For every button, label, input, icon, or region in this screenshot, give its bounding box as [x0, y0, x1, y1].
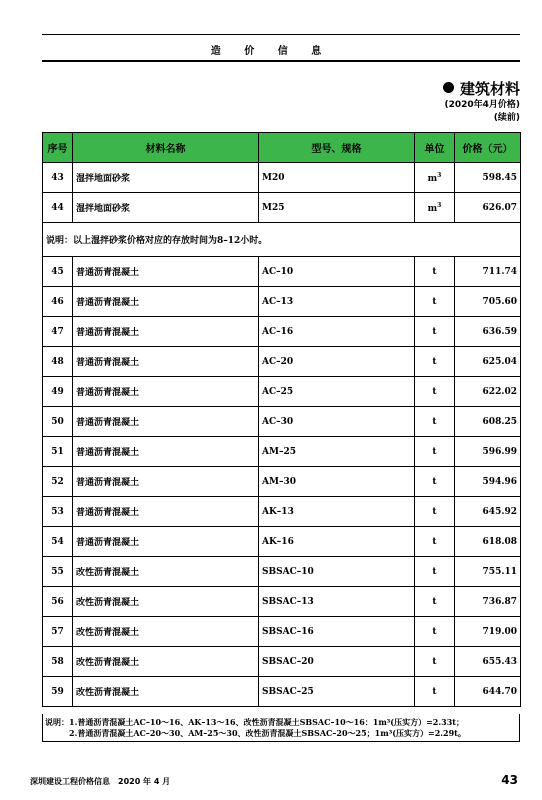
row-no: 46 — [43, 287, 73, 317]
row-name: 改性沥青混凝土 — [73, 587, 259, 617]
row-unit: t — [415, 317, 455, 347]
row-price: 618.08 — [455, 527, 521, 557]
price-period: (2020年4月价格) — [444, 100, 520, 110]
row-spec: AK–13 — [259, 497, 415, 527]
table-footnote — [42, 714, 520, 742]
row-no: 43 — [43, 163, 73, 193]
row-unit: t — [415, 677, 455, 707]
row-unit: t — [415, 377, 455, 407]
row-spec: AK–16 — [259, 527, 415, 557]
row-unit — [415, 193, 455, 223]
row-unit: t — [415, 587, 455, 617]
row-unit: t — [415, 287, 455, 317]
row-price: 755.11 — [455, 557, 521, 587]
row-price: 598.45 — [455, 163, 521, 193]
row-spec: SBSAC–16 — [259, 617, 415, 647]
footnote-line-2: 2.普通沥青混凝土AC–20～30、AM–25～30、改性沥青混凝土SBSAC–20～25；1m³(压实方）=2.29t。 — [69, 728, 466, 738]
row-no: 57 — [43, 617, 73, 647]
col-header-no: 序号 — [43, 133, 73, 163]
row-price: 636.59 — [455, 317, 521, 347]
row-unit: t — [415, 527, 455, 557]
row-price: 719.00 — [455, 617, 521, 647]
row-name: 改性沥青混凝土 — [73, 677, 259, 707]
row-spec: AC–13 — [259, 287, 415, 317]
page-number: 43 — [501, 773, 518, 787]
row-name: 湿拌地面砂浆 — [73, 163, 259, 193]
row-no: 55 — [43, 557, 73, 587]
row-unit: t — [415, 647, 455, 677]
row-name: 普通沥青混凝土 — [73, 407, 259, 437]
row-price: 626.07 — [455, 193, 521, 223]
table-row — [43, 287, 521, 317]
row-price: 622.02 — [455, 377, 521, 407]
row-no: 48 — [43, 347, 73, 377]
asphalt-rows — [43, 257, 521, 707]
row-name: 改性沥青混凝土 — [73, 557, 259, 587]
row-price: 608.25 — [455, 407, 521, 437]
row-spec: AM–25 — [259, 437, 415, 467]
col-header-spec: 型号、规格 — [259, 133, 415, 163]
footer-publication: 深圳建设工程价格信息 2020 年 4 月 — [30, 777, 171, 786]
row-spec: M25 — [259, 193, 415, 223]
continued-label: (续前) — [493, 113, 520, 123]
row-name: 普通沥青混凝土 — [73, 527, 259, 557]
row-price: 711.74 — [455, 257, 521, 287]
table-row — [43, 317, 521, 347]
row-name: 普通沥青混凝土 — [73, 347, 259, 377]
row-unit: t — [415, 347, 455, 377]
table-row — [43, 193, 521, 223]
row-no: 44 — [43, 193, 73, 223]
table-row — [43, 617, 521, 647]
row-spec: AC–30 — [259, 407, 415, 437]
row-spec: AC–10 — [259, 257, 415, 287]
row-spec: AC–20 — [259, 347, 415, 377]
table-row — [43, 377, 521, 407]
table-row — [43, 527, 521, 557]
table-row — [43, 587, 521, 617]
row-name: 普通沥青混凝土 — [73, 467, 259, 497]
row-spec: AC–16 — [259, 317, 415, 347]
col-header-price: 价格（元） — [455, 133, 521, 163]
price-table — [42, 132, 521, 707]
row-no: 50 — [43, 407, 73, 437]
unit-superscript: 3 — [437, 201, 442, 209]
section-title: 建筑材料 — [459, 80, 520, 98]
row-no: 47 — [43, 317, 73, 347]
unit-base: m — [427, 203, 438, 214]
header-rule-bottom — [42, 60, 520, 62]
row-price: 705.60 — [455, 287, 521, 317]
row-spec: SBSAC–20 — [259, 647, 415, 677]
row-price: 655.43 — [455, 647, 521, 677]
row-no: 59 — [43, 677, 73, 707]
table-header-row — [43, 133, 521, 163]
row-unit: t — [415, 467, 455, 497]
row-name: 改性沥青混凝土 — [73, 647, 259, 677]
table-row — [43, 347, 521, 377]
row-name: 改性沥青混凝土 — [73, 617, 259, 647]
row-spec: SBSAC–10 — [259, 557, 415, 587]
row-unit: t — [415, 407, 455, 437]
col-header-unit: 单位 — [415, 133, 455, 163]
row-spec: M20 — [259, 163, 415, 193]
table-row — [43, 497, 521, 527]
table-note-row — [43, 223, 521, 257]
row-name: 普通沥青混凝土 — [73, 257, 259, 287]
row-price: 736.87 — [455, 587, 521, 617]
row-no: 52 — [43, 467, 73, 497]
mortar-note: 说明：以上湿拌砂浆价格对应的存放时间为8–12小时。 — [43, 223, 521, 257]
row-no: 51 — [43, 437, 73, 467]
row-no: 53 — [43, 497, 73, 527]
row-price: 625.04 — [455, 347, 521, 377]
row-name: 普通沥青混凝土 — [73, 437, 259, 467]
section-title-line — [443, 78, 520, 99]
table-row — [43, 467, 521, 497]
table-row — [43, 437, 521, 467]
row-unit: t — [415, 497, 455, 527]
row-unit: t — [415, 437, 455, 467]
row-no: 58 — [43, 647, 73, 677]
col-header-name: 材料名称 — [73, 133, 259, 163]
row-spec: AC–25 — [259, 377, 415, 407]
row-no: 49 — [43, 377, 73, 407]
row-unit: t — [415, 617, 455, 647]
table-row — [43, 407, 521, 437]
row-price: 644.70 — [455, 677, 521, 707]
row-price: 594.96 — [455, 467, 521, 497]
bullet-icon — [443, 82, 454, 93]
table-row — [43, 257, 521, 287]
row-no: 54 — [43, 527, 73, 557]
row-unit: t — [415, 557, 455, 587]
row-name: 普通沥青混凝土 — [73, 497, 259, 527]
row-price: 645.92 — [455, 497, 521, 527]
row-price: 596.99 — [455, 437, 521, 467]
section-heading — [443, 78, 520, 125]
table-row — [43, 163, 521, 193]
running-header: 造 价 信 息 — [210, 46, 332, 57]
table-row — [43, 677, 521, 707]
table-row — [43, 557, 521, 587]
unit-superscript: 3 — [437, 171, 442, 179]
row-name: 普通沥青混凝土 — [73, 377, 259, 407]
row-name: 湿拌地面砂浆 — [73, 193, 259, 223]
row-name: 普通沥青混凝土 — [73, 287, 259, 317]
row-name: 普通沥青混凝土 — [73, 317, 259, 347]
row-no: 56 — [43, 587, 73, 617]
table-row — [43, 647, 521, 677]
header-rule-top — [42, 34, 520, 35]
row-unit — [415, 163, 455, 193]
row-unit: t — [415, 257, 455, 287]
footnote-line-1: 说明：1.普通沥青混凝土AC–10～16、AK–13～16、改性沥青混凝土SBSAC–10～16：1m³(压实方）=2.33t； — [45, 717, 464, 727]
row-spec: SBSAC–25 — [259, 677, 415, 707]
row-spec: AM–30 — [259, 467, 415, 497]
row-no: 45 — [43, 257, 73, 287]
unit-base: m — [427, 173, 438, 184]
row-spec: SBSAC–13 — [259, 587, 415, 617]
